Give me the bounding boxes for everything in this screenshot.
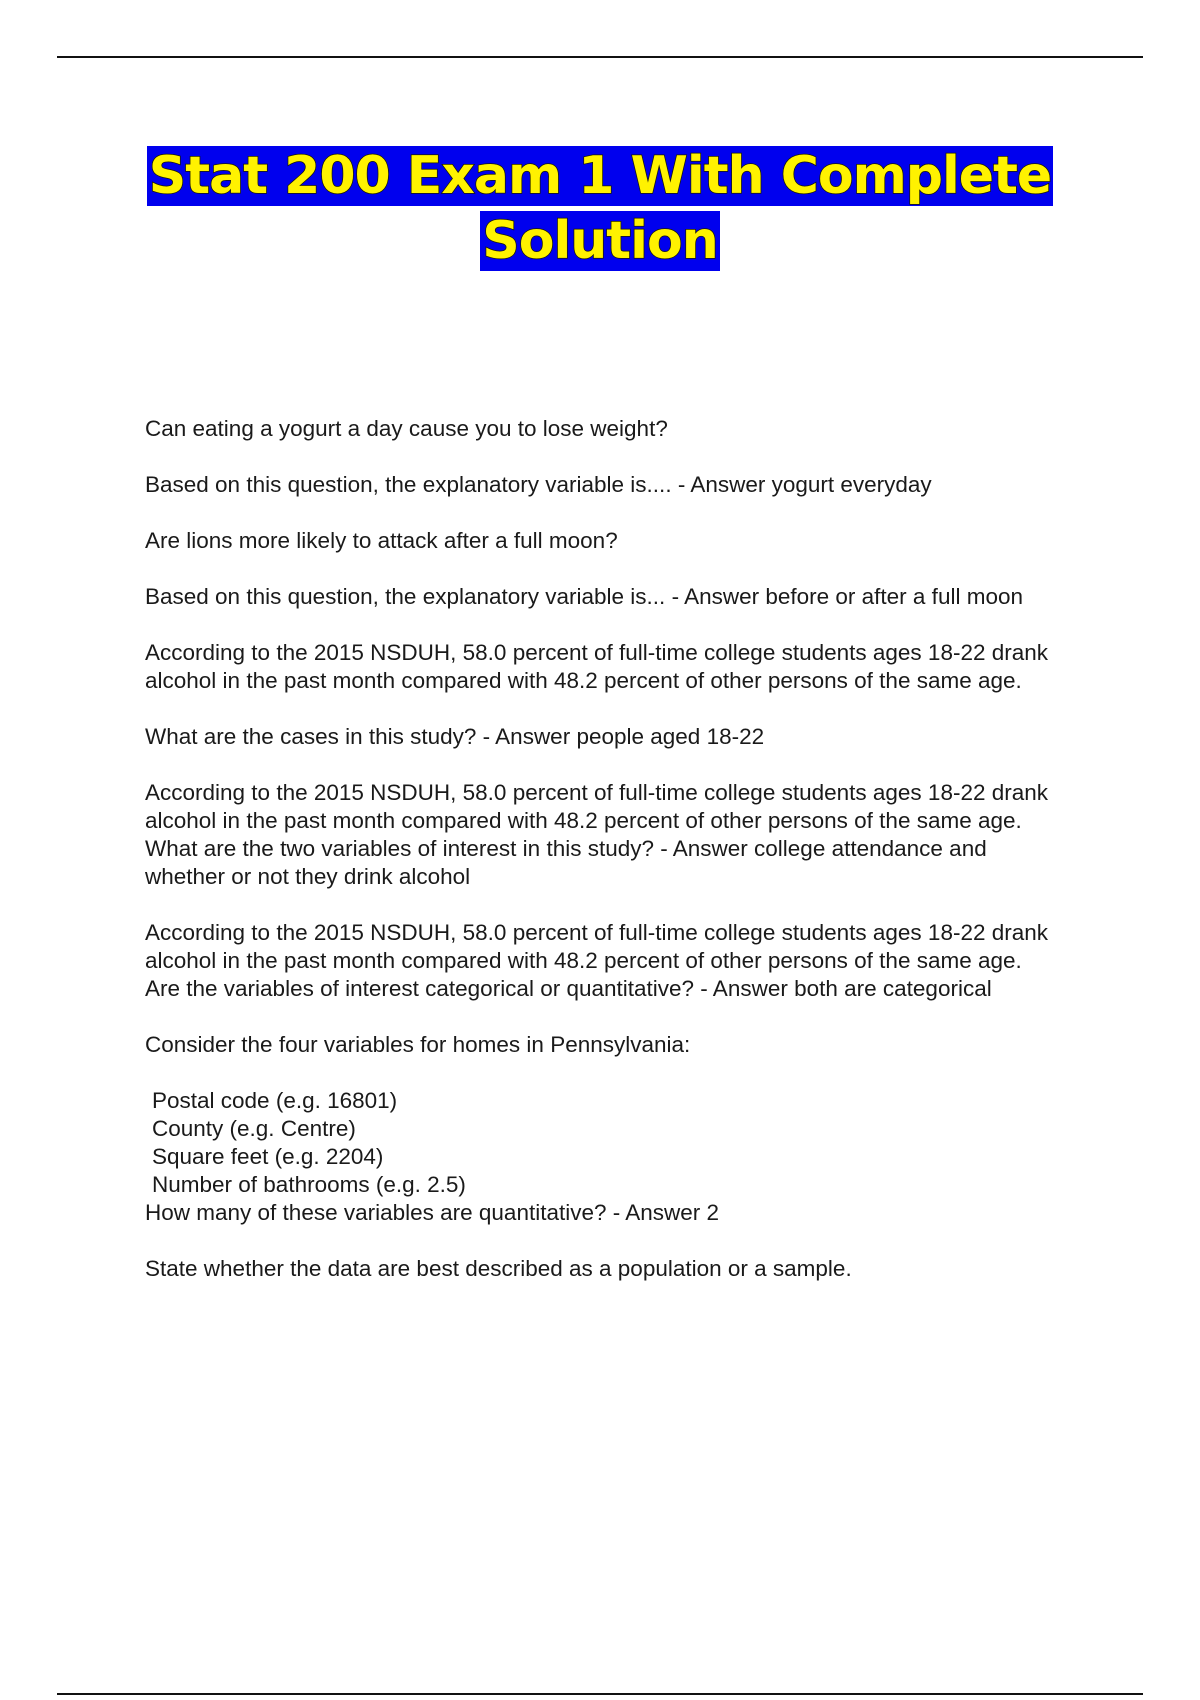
question-block — [145, 919, 1065, 1003]
title-line-2: Solution — [482, 211, 718, 271]
list-item: Number of bathrooms (e.g. 2.5) — [152, 1172, 466, 1197]
question-block — [145, 779, 1065, 891]
footer-rule — [57, 1693, 1143, 1695]
question-answer: Based on this question, the explanatory variable is... - Answer before or after a full moon — [145, 584, 1023, 609]
question-text: Can eating a yogurt a day cause you to lose weight? — [145, 416, 668, 441]
question-answer: Based on this question, the explanatory variable is.... - Answer yogurt everyday — [145, 472, 932, 497]
header-rule — [57, 56, 1143, 58]
variable-list-block — [145, 1087, 1065, 1227]
study-context: According to the 2015 NSDUH, 58.0 percent of full-time college students ages 18-22 drank alcohol in the past month compared with 48.2 percent of other persons of the same age. — [145, 780, 1049, 833]
document-body — [145, 415, 1065, 1311]
study-context: According to the 2015 NSDUH, 58.0 percent of full-time college students ages 18-22 drank alcohol in the past month compared with 48.2 percent of other persons of the same age. — [145, 640, 1049, 693]
study-context: According to the 2015 NSDUH, 58.0 percent of full-time college students ages 18-22 drank alcohol in the past month compared with 48.2 percent of other persons of the same age. — [145, 920, 1049, 973]
question-answer: What are the two variables of interest in this study? - Answer college attendance and whether or not they drink alcohol — [145, 836, 987, 889]
list-item: Square feet (e.g. 2204) — [152, 1144, 384, 1169]
title-line-1: Stat 200 Exam 1 With Complete — [148, 146, 1052, 206]
list-item: Postal code (e.g. 16801) — [152, 1088, 398, 1113]
question-text: State whether the data are best described as a population or a sample. — [145, 1256, 852, 1281]
question-answer: What are the cases in this study? - Answer people aged 18-22 — [145, 724, 765, 749]
page-title — [0, 144, 1200, 274]
question-answer: How many of these variables are quantitative? - Answer 2 — [145, 1200, 720, 1225]
list-item: County (e.g. Centre) — [152, 1116, 356, 1141]
question-text: Consider the four variables for homes in Pennsylvania: — [145, 1032, 691, 1057]
question-answer: Are the variables of interest categorical or quantitative? - Answer both are categorical — [145, 976, 992, 1001]
question-text: Are lions more likely to attack after a full moon? — [145, 528, 618, 553]
